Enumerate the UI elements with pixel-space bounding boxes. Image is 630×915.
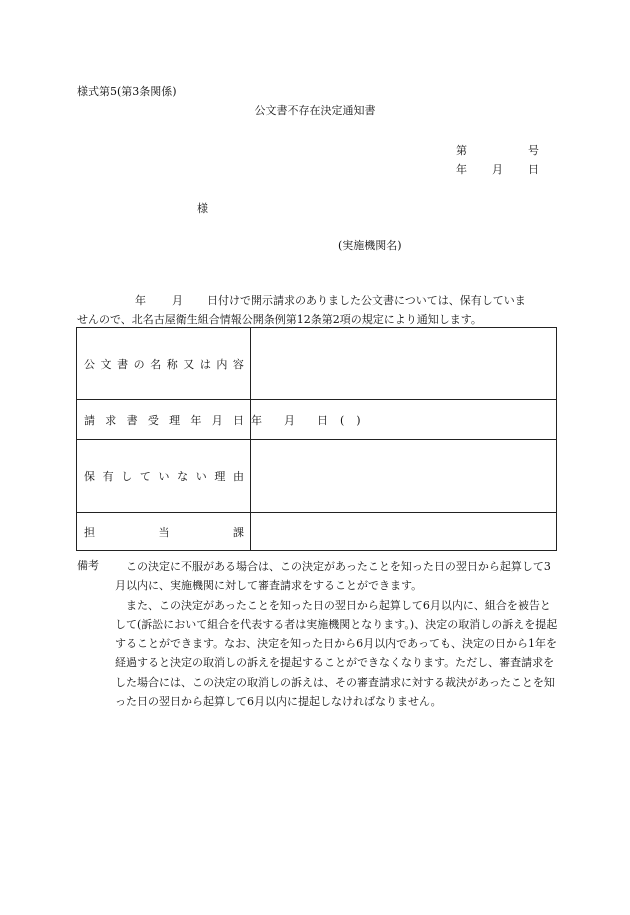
- date-month-label: 月: [492, 163, 503, 176]
- remarks-label: 備考: [77, 559, 99, 572]
- reason-label-cell: [77, 440, 251, 513]
- intro-year: 年: [135, 294, 146, 307]
- table-row-document-name: [77, 328, 557, 400]
- info-table: [76, 327, 557, 551]
- receipt-date-value[interactable]: [251, 400, 557, 440]
- department-label-cell: [77, 513, 251, 551]
- receipt-date-label-cell: [77, 400, 251, 440]
- reason-label: 保 有 し て い な い 理 由: [84, 470, 244, 483]
- document-title: 公文書不存在決定通知書: [254, 104, 376, 117]
- document-name-label-cell: [77, 328, 251, 400]
- receipt-paren-open: (: [340, 413, 345, 427]
- remarks-body: [115, 557, 560, 711]
- document-name-label: 公 文 書 の 名 称 又 は 内 容: [84, 357, 244, 371]
- department-label: 担 当 課: [84, 525, 244, 539]
- receipt-paren-close: ): [356, 413, 361, 427]
- table-row-department: [77, 513, 557, 551]
- table-row-receipt-date: [77, 400, 557, 440]
- reason-value[interactable]: [251, 440, 557, 513]
- agency-name-label: (実施機関名): [338, 239, 402, 252]
- document-name-value[interactable]: [251, 328, 557, 400]
- receipt-year: 年: [251, 413, 262, 427]
- intro-text-line1: 日付けで開示請求のありました公文書については、保有していま: [207, 294, 526, 307]
- date-day-label: 日: [528, 163, 539, 176]
- date-year-label: 年: [456, 163, 467, 176]
- number-prefix: 第: [456, 144, 467, 157]
- remarks-paragraph-1: この決定に不服がある場合は、この決定があったことを知った日の翌日から起算して3月以内に、実施機関に対して審査請求をすることができます。: [115, 560, 551, 593]
- form-id: 様式第5(第3条関係): [77, 85, 177, 98]
- addressee-honorific: 様: [197, 202, 208, 215]
- department-value[interactable]: [251, 513, 557, 551]
- intro-paragraph: [77, 291, 557, 329]
- remarks-paragraph-2: また、この決定があったことを知った日の翌日から起算して6月以内に、組合を被告として(訴訟において組合を代表する者は実施機関となります。)、決定の取消しの訴えを提起することができます。なお、決定を知った日から6月以内であっても、決定の日から1年を経過すると決定の取消しの訴えを提起することができなくなります。ただし、審査請求をした場合には、この決定の取消しの訴えは、その審査請求に対する裁決があったことを知った日の翌日から起算して6月以内に提起しなければなりません。: [115, 598, 558, 709]
- receipt-date-label: 請 求 書 受 理 年 月 日: [84, 413, 244, 427]
- receipt-month: 月: [284, 413, 295, 427]
- number-suffix: 号: [528, 144, 539, 157]
- intro-text-line2: せんので、北名古屋衛生組合情報公開条例第12条第2項の規定により通知します。: [77, 313, 482, 326]
- intro-month: 月: [172, 294, 183, 307]
- table-row-reason: [77, 440, 557, 513]
- receipt-day: 日: [317, 413, 328, 427]
